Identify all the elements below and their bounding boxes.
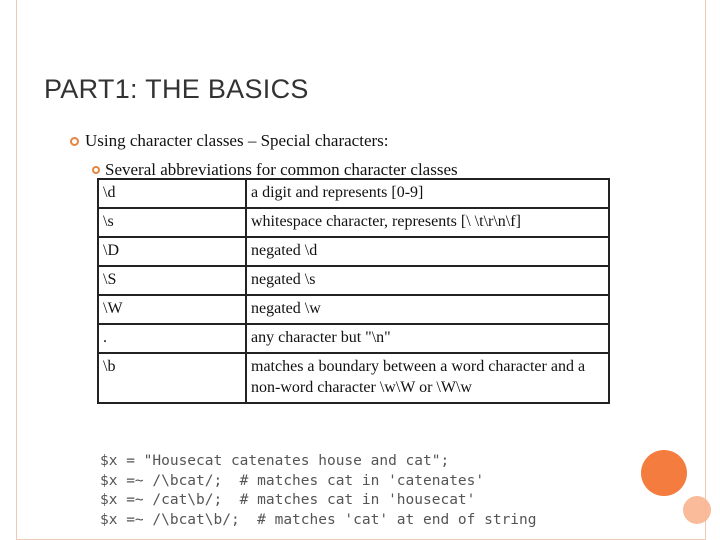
table-cell-key: .: [98, 324, 246, 353]
bullet-2-text: Several abbreviations for common character classes: [105, 160, 458, 179]
bullet-level-2: [92, 160, 458, 180]
table-cell-desc: matches a boundary between a word character and a non-word character \w\W or \W\w: [246, 353, 609, 403]
slide-frame-right: [705, 0, 720, 540]
table-cell-key: \d: [98, 179, 246, 208]
bullet-1-text: Using character classes – Special characters:: [85, 131, 389, 150]
table-cell-desc: whitespace character, represents [\ \t\r\n\f]: [246, 208, 609, 237]
code-line: $x =~ /\bcat/; # matches cat in 'catenates': [100, 472, 485, 489]
table-row: [98, 266, 609, 295]
table-cell-desc: a digit and represents [0-9]: [246, 179, 609, 208]
table-cell-key: \W: [98, 295, 246, 324]
table-cell-key: \D: [98, 237, 246, 266]
table-row: [98, 324, 609, 353]
slide-title: PART1: THE BASICS: [44, 74, 309, 104]
character-class-table: [97, 178, 610, 404]
table-cell-key: \s: [98, 208, 246, 237]
decorative-circle-large: [641, 450, 687, 496]
table-row: [98, 353, 609, 403]
table-row: [98, 295, 609, 324]
code-line: $x =~ /\bcat\b/; # matches 'cat' at end of string: [100, 511, 537, 528]
code-example: [100, 452, 537, 530]
bullet-level-1: [70, 131, 389, 151]
table-cell-key: \b: [98, 353, 246, 403]
code-line: $x =~ /cat\b/; # matches cat in 'housecat': [100, 492, 476, 508]
decorative-circle-small: [683, 496, 711, 524]
bullet-ring-icon: [92, 166, 100, 174]
table-cell-desc: negated \s: [246, 266, 609, 295]
code-line: $x = "Housecat catenates house and cat";: [100, 453, 450, 469]
table-row: [98, 237, 609, 266]
table-cell-desc: negated \w: [246, 295, 609, 324]
slide-frame-left: [0, 0, 17, 540]
table-row: [98, 208, 609, 237]
table-cell-desc: any character but "\n": [246, 324, 609, 353]
table-cell-key: \S: [98, 266, 246, 295]
table-row: [98, 179, 609, 208]
table-cell-desc: negated \d: [246, 237, 609, 266]
bullet-ring-icon: [70, 137, 79, 146]
